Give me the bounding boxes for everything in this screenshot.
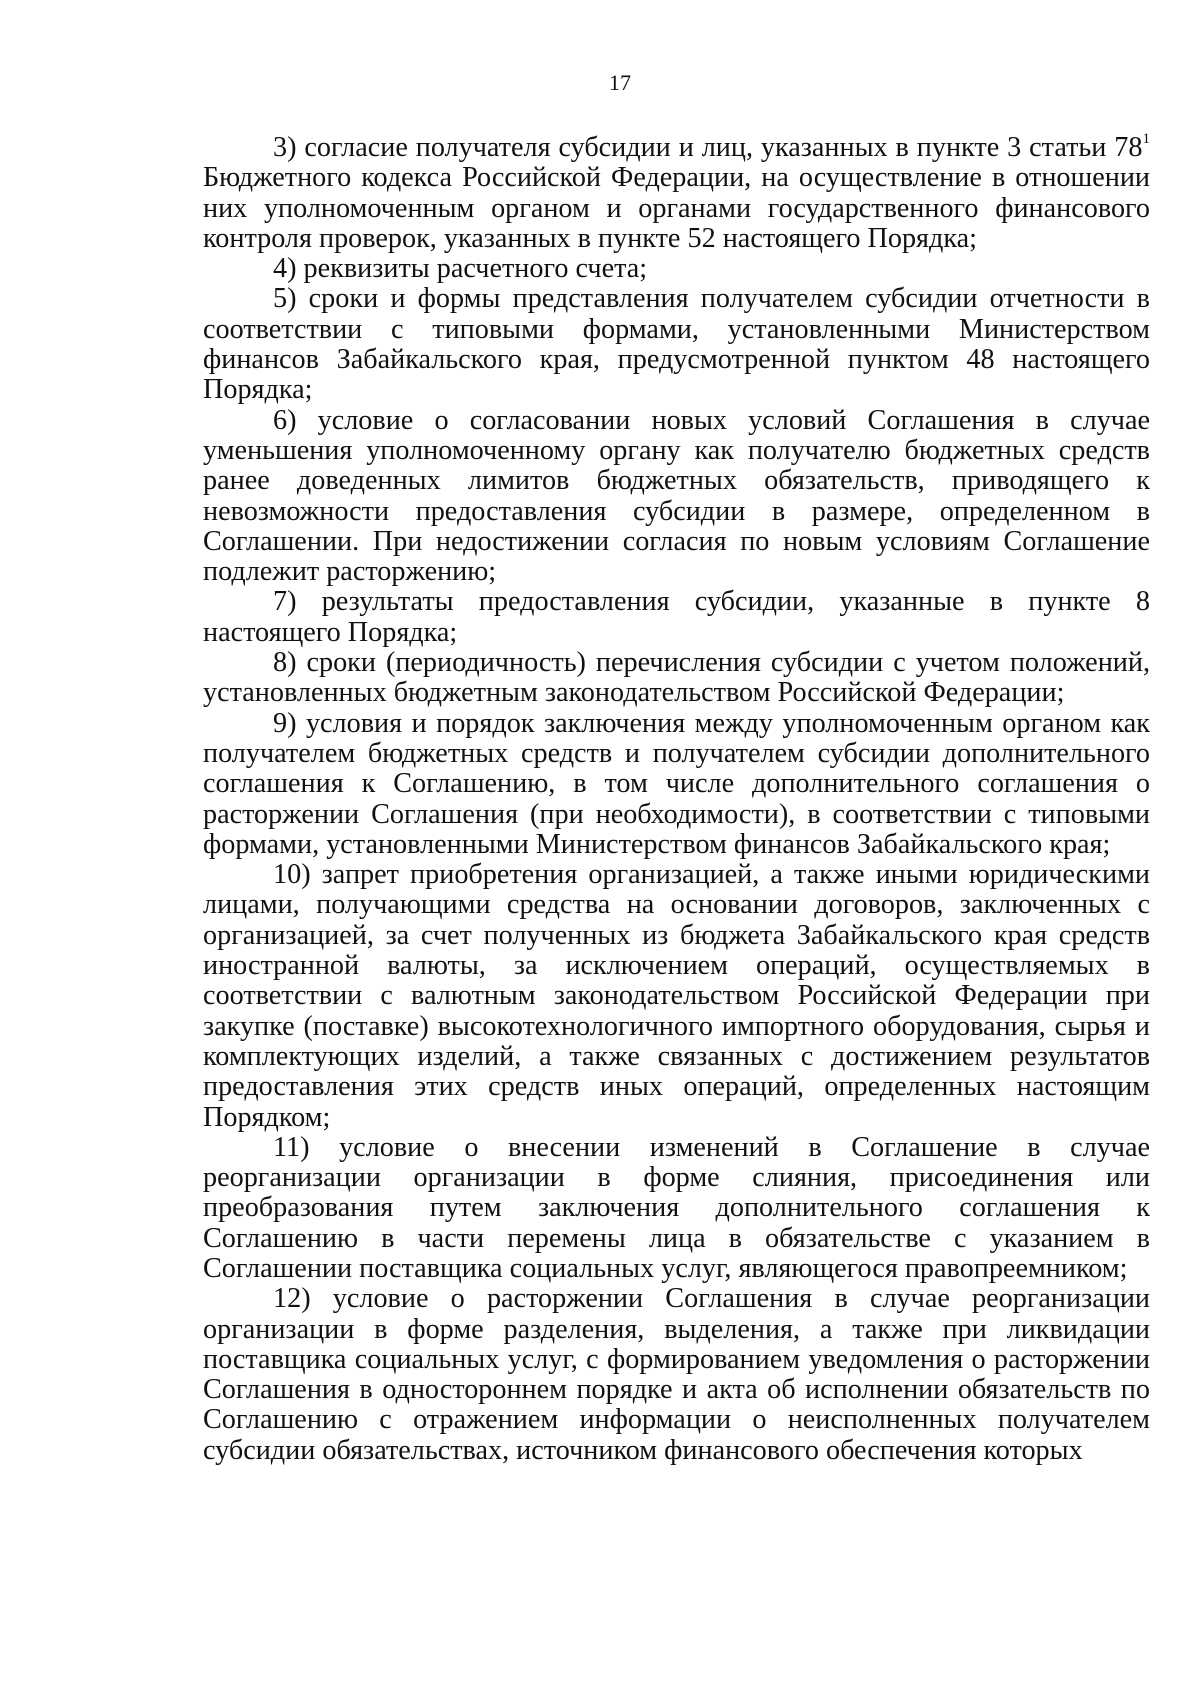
list-item: 8) сроки (периодичность) перечисления субсидии с учетом положений, установленных бюджетным законодательством Российской Федерации; (203, 647, 1150, 709)
list-item-text: Бюджетного кодекса Российской Федерации, на осуществление в отношении них уполномоченным органом и органами государственного финансового контроля проверок, указанных в пункте 52 настоящего Порядка; (203, 162, 1150, 254)
list-item: 11) условие о внесении изменений в Соглашение в случае реорганизации организации в форме слияния, присоединения или преобразования путем заключения дополнительного соглашения к Соглашению в части перемены лица в обязательстве с указанием в Соглашении поставщика социальных услуг, являющегося правопреемником; (203, 1131, 1150, 1284)
list-item: 12) условие о расторжении Соглашения в случае реорганизации организации в форме разделения, выделения, а также при ликвидации поставщика социальных услуг, с формированием уведомления о расторжении Соглашения в одностороннем порядке и акта об исполнении обязательств по Соглашению с отражением информации о неисполненных получателем субсидии обязательствах, источником финансового обеспечения которых (203, 1283, 1150, 1466)
list-item: 9) условия и порядок заключения между уполномоченным органом как получателем бюджетных средств и получателем субсидии дополнительного соглашения к Соглашению, в том числе дополнительного соглашения о расторжении Соглашения (при необходимости), в соответствии с типовыми формами, установленными Министерством финансов Забайкальского края; (203, 707, 1150, 860)
list-item: 7) результаты предоставления субсидии, указанные в пункте 8 настоящего Порядка; (203, 586, 1150, 648)
list-item: 5) сроки и формы представления получателем субсидии отчетности в соответствии с типовыми формами, установленными Министерством финансов Забайкальского края, предусмотренной пунктом 48 настоящего Порядка; (203, 283, 1150, 406)
list-item: 6) условие о согласовании новых условий Соглашения в случае уменьшения уполномоченному органу как получателю бюджетных средств ранее доведенных лимитов бюджетных обязательств, приводящего к невозможности предоставления субсидии в размере, определенном в Соглашении. При недостижении согласия по новым условиям Соглашение подлежит расторжению; (203, 404, 1150, 588)
list-item: 4) реквизиты расчетного счета; (273, 253, 648, 285)
document-body (203, 133, 1150, 1466)
list-item: 10) запрет приобретения организацией, а также иными юридическими лицами, получающими средства на основании договоров, заключенных с организацией, за счет полученных из бюджета Забайкальского края средств иностранной валюты, за исключением операций, осуществляемых в соответствии с валютным законодательством Российской Федерации при закупке (поставке) высокотехнологичного импортного оборудования, сырья и комплектующих изделий, а также связанных с достижением результатов предоставления этих средств иных операций, определенных настоящим Порядком; (203, 859, 1150, 1133)
list-item (203, 133, 1150, 254)
superscript: 1 (1142, 131, 1150, 147)
list-item-text: 3) согласие получателя субсидии и лиц, указанных в пункте 3 статьи 78 (273, 132, 1143, 163)
page-number: 17 (609, 70, 631, 95)
